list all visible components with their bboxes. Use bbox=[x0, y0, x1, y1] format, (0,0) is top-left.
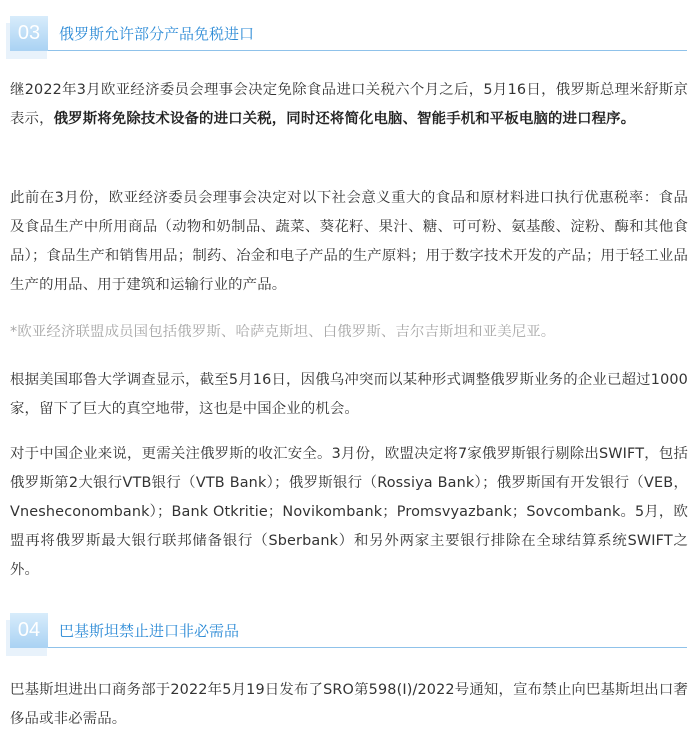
section-header-03 bbox=[0, 10, 695, 62]
paragraph-4: 对于中国企业来说，更需关注俄罗斯的收汇安全。3月份，欧盟决定将7家俄罗斯银行剔除出SWIFT，包括俄罗斯第2大银行VTB银行（VTB Bank）；俄罗斯银行（Rossiya Bank）；俄罗斯国有开发银行（VEB，Vnesheconombank）；Bank Otkritie；Novikombank；Promsvyazbank；Sovcombank。5月，欧盟再将俄罗斯最大银行联邦储备银行（Sberbank）和另外两家主要银行排除在全球结算系统SWIFT之外。 bbox=[10, 446, 688, 578]
section-title: 巴基斯坦禁止进口非必需品 bbox=[59, 622, 240, 640]
paragraph-1-lead: 继2022年3月欧亚经济委员会理事会决定免除食品进口关税六个月之后，5月16日，俄罗斯总理米舒斯京表示， bbox=[10, 82, 688, 127]
header-underline bbox=[48, 50, 687, 51]
paragraph-2: 此前在3月份，欧亚经济委员会理事会决定对以下社会意义重大的食品和原材料进口执行优惠税率：食品及食品生产中所用商品（动物和奶制品、蔬菜、葵花籽、果汁、糖、可可粉、氨基酸、淀粉、酶和其他食品）；食品生产和销售用品；制药、冶金和电子产品的生产原料；用于数字技术开发的产品；用于轻工业品生产的用品、用于建筑和运输行业的产品。 bbox=[10, 190, 688, 293]
paragraph-5: 巴基斯坦进出口商务部于2022年5月19日发布了SRO第598(I)/2022号通知，宣布禁止向巴基斯坦出口奢侈品或非必需品。 bbox=[10, 682, 688, 727]
paragraph-3: 根据美国耶鲁大学调查显示，截至5月16日，因俄乌冲突而以某种形式调整俄罗斯业务的企业已超过1000家，留下了巨大的真空地带，这也是中国企业的机会。 bbox=[10, 372, 688, 417]
header-underline bbox=[48, 647, 687, 648]
member-note: *欧亚经济联盟成员国包括俄罗斯、哈萨克斯坦、白俄罗斯、吉尔吉斯坦和亚美尼亚。 bbox=[10, 324, 556, 340]
section-header-04 bbox=[0, 607, 695, 659]
paragraph-1-bold: 俄罗斯将免除技术设备的进口关税，同时还将简化电脑、智能手机和平板电脑的进口程序。 bbox=[53, 111, 636, 127]
section-number-badge: 04 bbox=[10, 613, 48, 648]
paragraph-1 bbox=[10, 76, 688, 134]
section-number-badge: 03 bbox=[10, 16, 48, 51]
section-title: 俄罗斯允许部分产品免税进口 bbox=[59, 25, 255, 43]
